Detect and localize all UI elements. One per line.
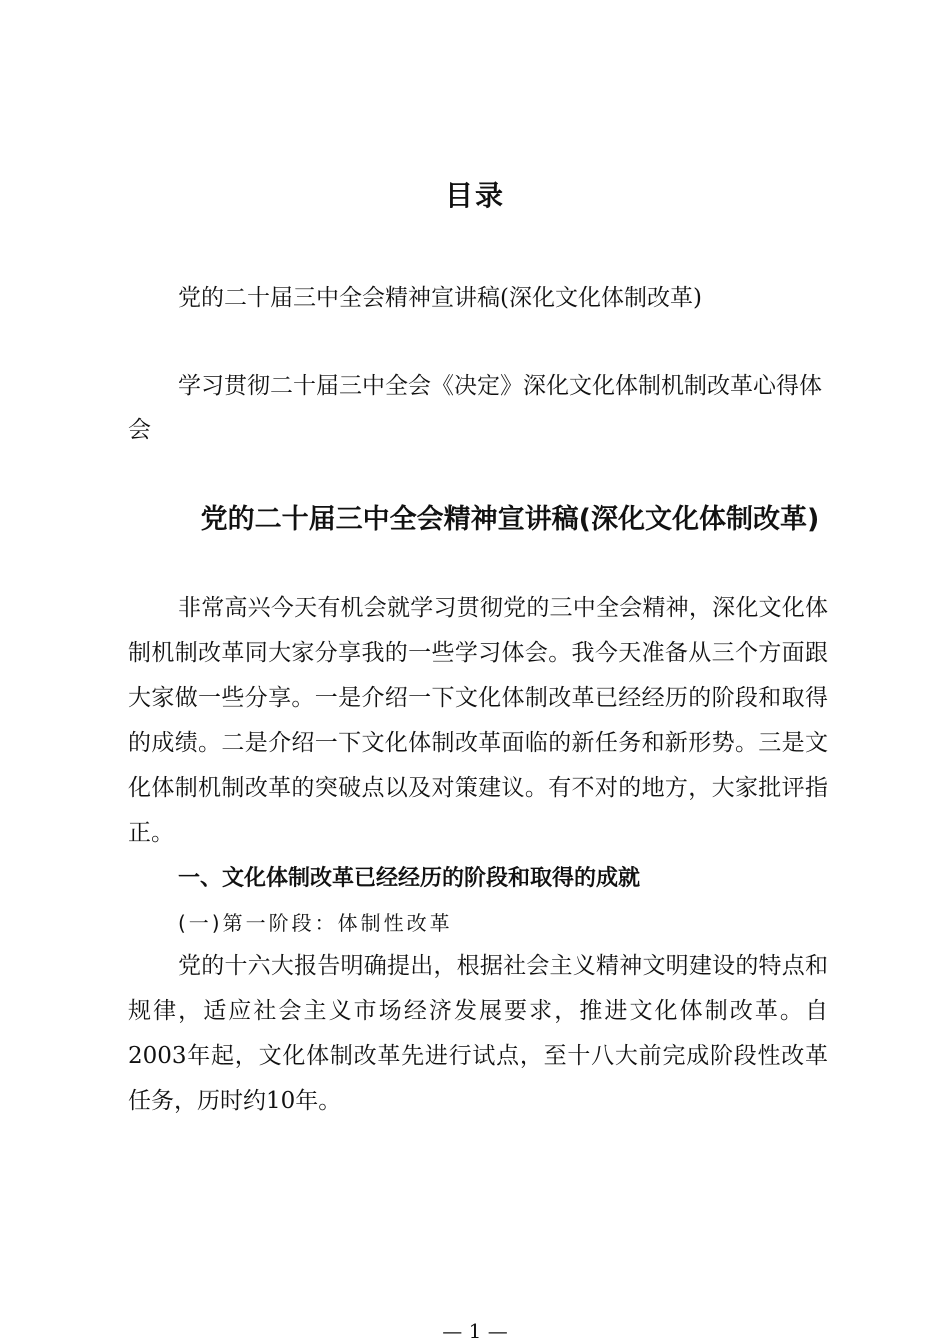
section-heading: 一、文化体制改革已经经历的阶段和取得的成就 <box>178 866 641 891</box>
subsection-heading: (一)第一阶段：体制性改革 <box>178 911 453 935</box>
toc-item[interactable]: 学习贯彻二十届三中全会《决定》深化文化体制机制改革心得体会 <box>128 373 822 443</box>
page-number: — 1 — <box>442 1319 508 1343</box>
article-title: 党的二十届三中全会精神宣讲稿(深化文化体制改革) <box>200 504 820 535</box>
toc-item[interactable]: 党的二十届三中全会精神宣讲稿(深化文化体制改革) <box>178 285 702 311</box>
intro-paragraph: 非常高兴今天有机会就学习贯彻党的三中全会精神，深化文化体制机制改革同大家分享我的一些学习体会。我今天准备从三个方面跟大家做一些分享。一是介绍一下文化体制改革已经经历的阶段和取得的成绩。二是介绍一下文化体制改革面临的新任务和新形势。三是文化体制机制改革的突破点以及对策建议。有不对的地方，大家批评指正。 <box>128 595 828 846</box>
body-paragraph: 党的十六大报告明确提出，根据社会主义精神文明建设的特点和规律，适应社会主义市场经济发展要求，推进文化体制改革。自2003年起，文化体制改革先进行试点，至十八大前完成阶段性改革任务，历时约10年。 <box>128 953 828 1114</box>
toc-title: 目录 <box>444 179 505 212</box>
